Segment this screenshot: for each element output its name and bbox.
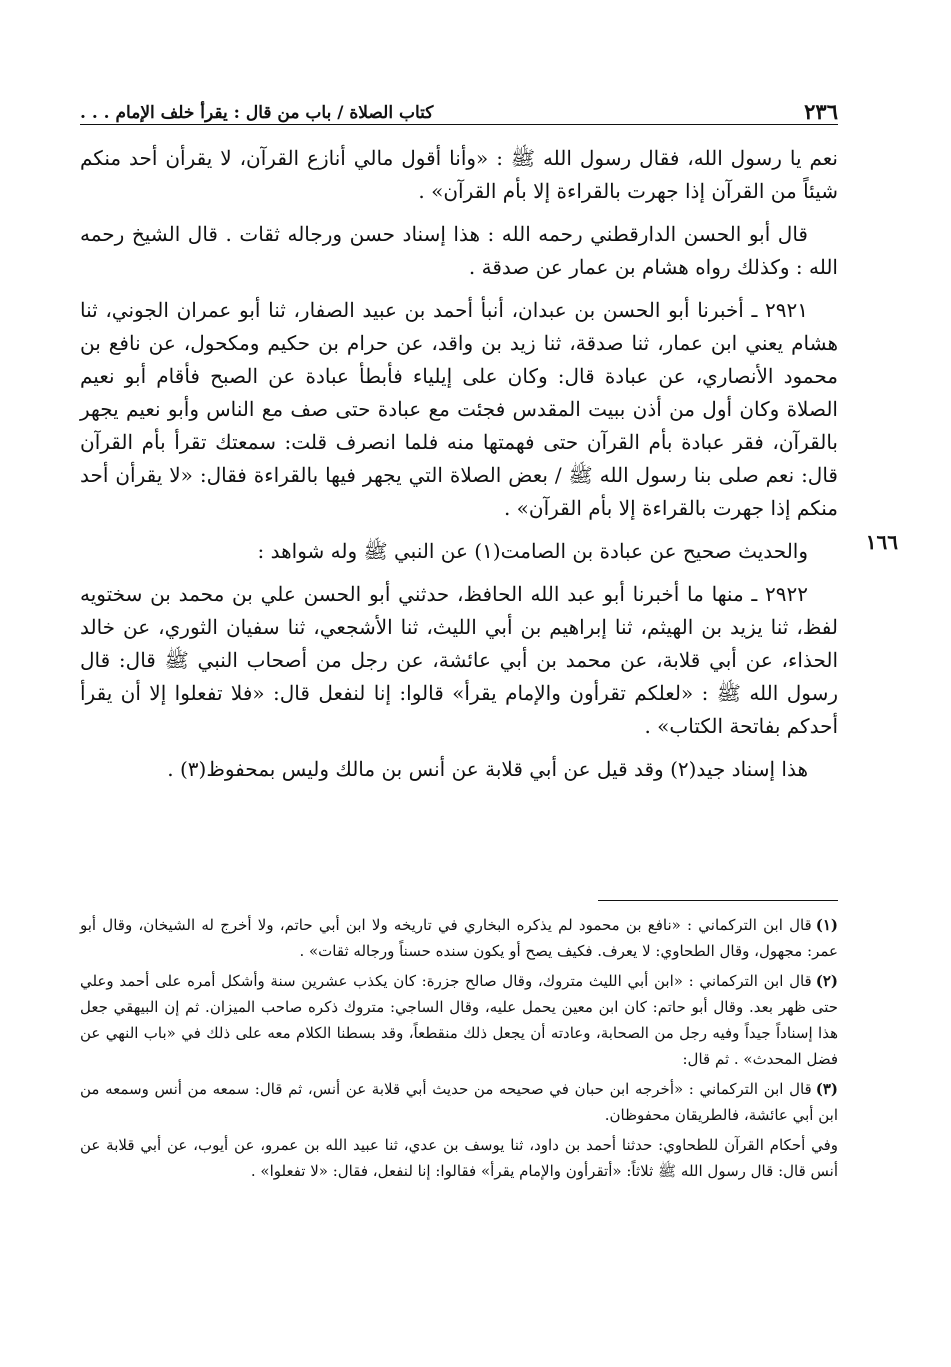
margin-hadith-number: ١٦٦ xyxy=(865,530,898,554)
page-header xyxy=(80,86,838,125)
footnote-text: قال ابن التركماني : «ابن أبي الليث متروك، وقال صالح جزرة: كان يكذب عشرين سنة وأشكل أمره على أحمد وعلي حتى ظهر بعد. وقال أبو حاتم: كان ابن معين يحمل عليه، وقال الساجي: متروك ذكره صاحب الميزان. ثم إن البيهقي جعل هذا إسناداً جيداً وفيه رجل من الصحابة، وعادته أن يجعل ذلك منقطعاً، وقد بسطنا الكلام معه على ذلك في «باب النهي عن فضل المحدث» . ثم قال: xyxy=(80,972,838,1068)
running-title: كتاب الصلاة / باب من قال : يقرأ خلف الإمام . . . xyxy=(80,103,434,123)
footnotes xyxy=(80,912,838,1188)
hadith-2921: ٢٩٢١ ـ أخبرنا أبو الحسن بن عبدان، أنبأ أحمد بن عبيد الصفار، ثنا أبو عمران الجوني، ثنا هشام يعني ابن عمار، ثنا صدقة، ثنا زيد بن واقد، عن حرام بن حكيم ومكحول، عن نافع بن محمود الأنصاري، عن عبادة قال: وكان على إيلياء فأبطأ عبادة عن الصبح فأقام أبو نعيم الصلاة وكان أول من أذن ببيت المقدس فجئت مع عبادة حتى صف مع الناس وأبو نعيم يجهر بالقرآن، فقر عبادة بأم القرآن حتى فهمتها منه فلما انصرف قلت: سمعتك تقرأ بأم القرآن قال: نعم صلى بنا رسول الله ﷺ / بعض الصلاة التي يجهر فيها بالقراءة فقال: «لا يقرأن أحد منكم إذا جهرت بالقراءة إلا بأم القرآن» . xyxy=(80,298,838,520)
paragraph: نعم يا رسول الله، فقال رسول الله ﷺ : «وأنا أقول مالي أنازع القرآن، لا يقرأن أحد منكم شيئاً من القرآن إذا جهرت بالقراءة إلا بأم القرآن» . xyxy=(80,146,838,203)
footnote-1 xyxy=(80,912,838,964)
footnote-divider xyxy=(598,900,838,901)
footnote-number: (٢) xyxy=(815,972,838,990)
paragraph: قال أبو الحسن الدارقطني رحمه الله : هذا إسناد حسن ورجاله ثقات . قال الشيخ رحمه الله : وكذلك رواه هشام بن عمار عن صدقة . xyxy=(80,222,838,279)
footnote-number: (٣) xyxy=(815,1080,838,1098)
hadith-2922: ٢٩٢٢ ـ منها ما أخبرنا أبو عبد الله الحافظ، حدثني أبو الحسن علي بن محمد بن سختويه لفظ، ثنا يزيد بن الهيثم، ثنا إبراهيم بن أبي الليث، ثنا الأشجعي، ثنا سفيان الثوري، عن خالد الحذاء، عن أبي قلابة، عن محمد بن أبي عائشة، عن رجل من أصحاب النبي ﷺ قال: قال رسول الله ﷺ : «لعلكم تقرأون والإمام يقرأ» قالوا: إنا لنفعل قال: «فلا تفعلوا إلا أن يقرأ أحدكم بفاتحة الكتاب» . xyxy=(80,582,838,738)
page-number: ٢٣٦ xyxy=(804,99,838,124)
footnote-text: وفي أحكام القرآن للطحاوي: حدثنا أحمد بن داود، ثنا يوسف بن عدي، ثنا عبيد الله بن عمرو، عن أيوب، عن أبي قلابة عن أنس قال: قال رسول الله ﷺ ثلاثاً: «أتقرأون والإمام يقرأ» فقالوا: إنا لنفعل، فقال: «لا تفعلوا» . xyxy=(80,1136,838,1180)
footnote-3-continuation xyxy=(80,1132,838,1184)
footnote-2 xyxy=(80,968,838,1072)
main-text xyxy=(80,142,838,796)
footnote-3 xyxy=(80,1076,838,1128)
footnote-text: قال ابن التركماني : «أخرجه ابن حبان في صحيحه من حديث أبي قلابة عن أنس، ثم قال: سمعه من أنس وسمعه من ابن أبي عائشة، فالطريقان محفوظان. xyxy=(80,1080,838,1124)
paragraph: هذا إسناد جيد(٢) وقد قيل عن أبي قلابة عن أنس بن مالك وليس بمحفوظ(٣) . xyxy=(167,757,808,781)
footnote-number: (١) xyxy=(815,916,838,934)
paragraph: والحديث صحيح عن عبادة بن الصامت(١) عن النبي ﷺ وله شواهد : xyxy=(257,539,808,563)
footnote-text: قال ابن التركماني : «نافع بن محمود لم يذكره البخاري في تاريخه ولا ابن أبي حاتم، ولا أخرج له الشيخان، وقال أبو عمر: مجهول، وقال الطحاوي: لا يعرف. فكيف يصح أو يكون سنده حسناً ورجاله ثقات» . xyxy=(80,916,838,960)
